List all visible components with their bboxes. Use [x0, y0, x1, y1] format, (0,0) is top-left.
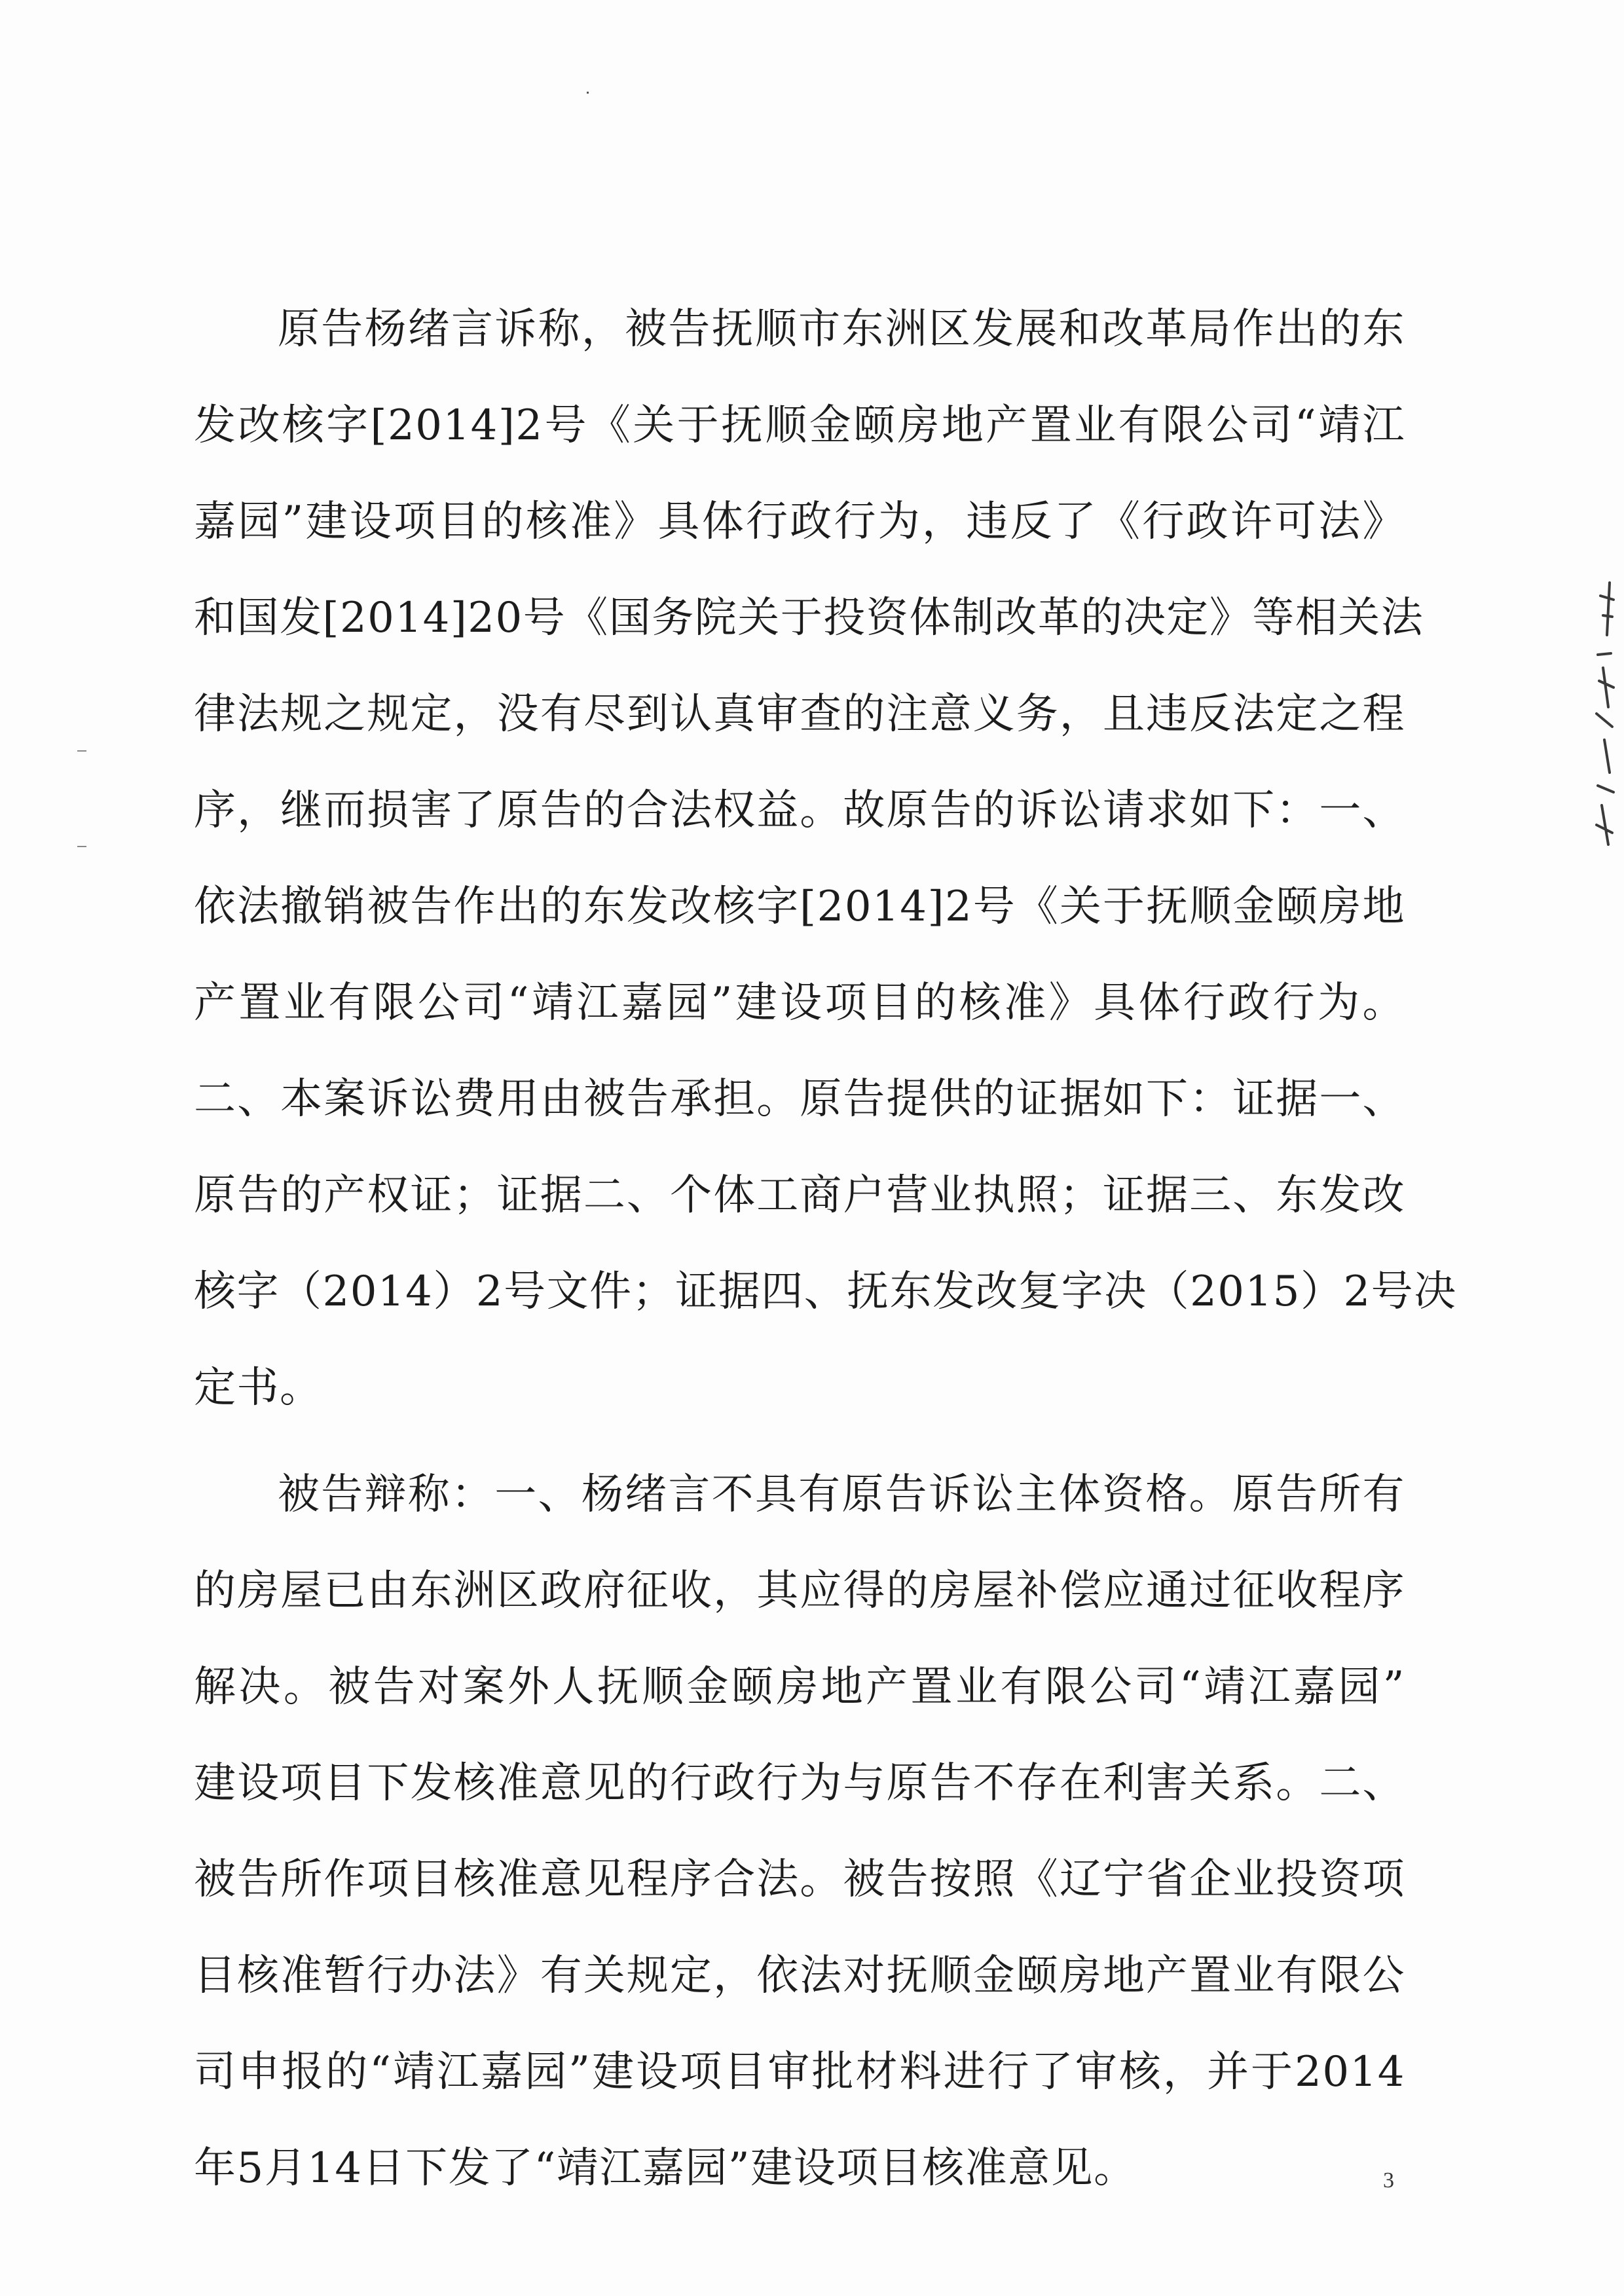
paragraph-1-line-2: 发改核字[2014]2号《关于抚顺金颐房地产置业有限公司“靖江 [194, 401, 1405, 450]
document-body [194, 282, 1457, 2217]
paragraph-1-line-11: 核字（2014）2号文件；证据四、抚东发改复字决（2015）2号决 [194, 1267, 1457, 1316]
margin-tick-mark [77, 750, 86, 752]
paragraph-2-line-7: 司申报的“靖江嘉园”建设项目审批材料进行了审核，并于2014 [194, 2048, 1405, 2096]
paragraph-1-line-8: 产置业有限公司“靖江嘉园”建设项目的核准》具体行政行为。 [194, 979, 1405, 1027]
binding-seal-edge [1590, 576, 1616, 851]
paragraph-1-line-4: 和国发[2014]20号《国务院关于投资体制改革的决定》等相关法 [194, 594, 1424, 642]
paragraph-2-line-8: 年5月14日下发了“靖江嘉园”建设项目核准意见。 [194, 2144, 1137, 2193]
paragraph-1-line-5: 律法规之规定，没有尽到认真审查的注意义务，且违反法定之程 [194, 690, 1405, 738]
paragraph-1-line-10: 原告的产权证；证据二、个体工商户营业执照；证据三、东发改 [194, 1171, 1405, 1220]
paragraph-1-line-12: 定书。 [194, 1364, 323, 1412]
paragraph-2-line-3: 解决。被告对案外人抚顺金颐房地产置业有限公司“靖江嘉园” [194, 1663, 1405, 1711]
paragraph-1-line-6: 序，继而损害了原告的合法权益。故原告的诉讼请求如下：一、 [194, 786, 1405, 835]
paragraph-1-line-7: 依法撤销被告作出的东发改核字[2014]2号《关于抚顺金颐房地 [194, 883, 1405, 931]
margin-tick-mark [77, 846, 86, 847]
paragraph-2-line-4: 建设项目下发核准意见的行政行为与原告不存在利害关系。二、 [194, 1759, 1405, 1808]
paragraph-1-line-3: 嘉园”建设项目的核准》具体行政行为，违反了《行政许可法》 [194, 498, 1405, 546]
paragraph-2-line-2: 的房屋已由东洲区政府征收，其应得的房屋补偿应通过征收程序 [194, 1567, 1405, 1615]
paragraph-1-line-9: 二、本案诉讼费用由被告承担。原告提供的证据如下：证据一、 [194, 1075, 1405, 1123]
paragraph-2-line-6: 目核准暂行办法》有关规定，依法对抚顺金颐房地产置业有限公 [194, 1952, 1405, 2000]
scan-speck [587, 92, 589, 94]
paragraph-2-line-1: 被告辩称：一、杨绪言不具有原告诉讼主体资格。原告所有 [278, 1470, 1405, 1519]
page-number: 3 [1383, 2168, 1394, 2193]
paragraph-gap [194, 1436, 1405, 1447]
paragraph-2-line-5: 被告所作项目核准意见程序合法。被告按照《辽宁省企业投资项 [194, 1855, 1405, 1904]
paragraph-1-line-1: 原告杨绪言诉称，被告抚顺市东洲区发展和改革局作出的东 [278, 305, 1405, 354]
